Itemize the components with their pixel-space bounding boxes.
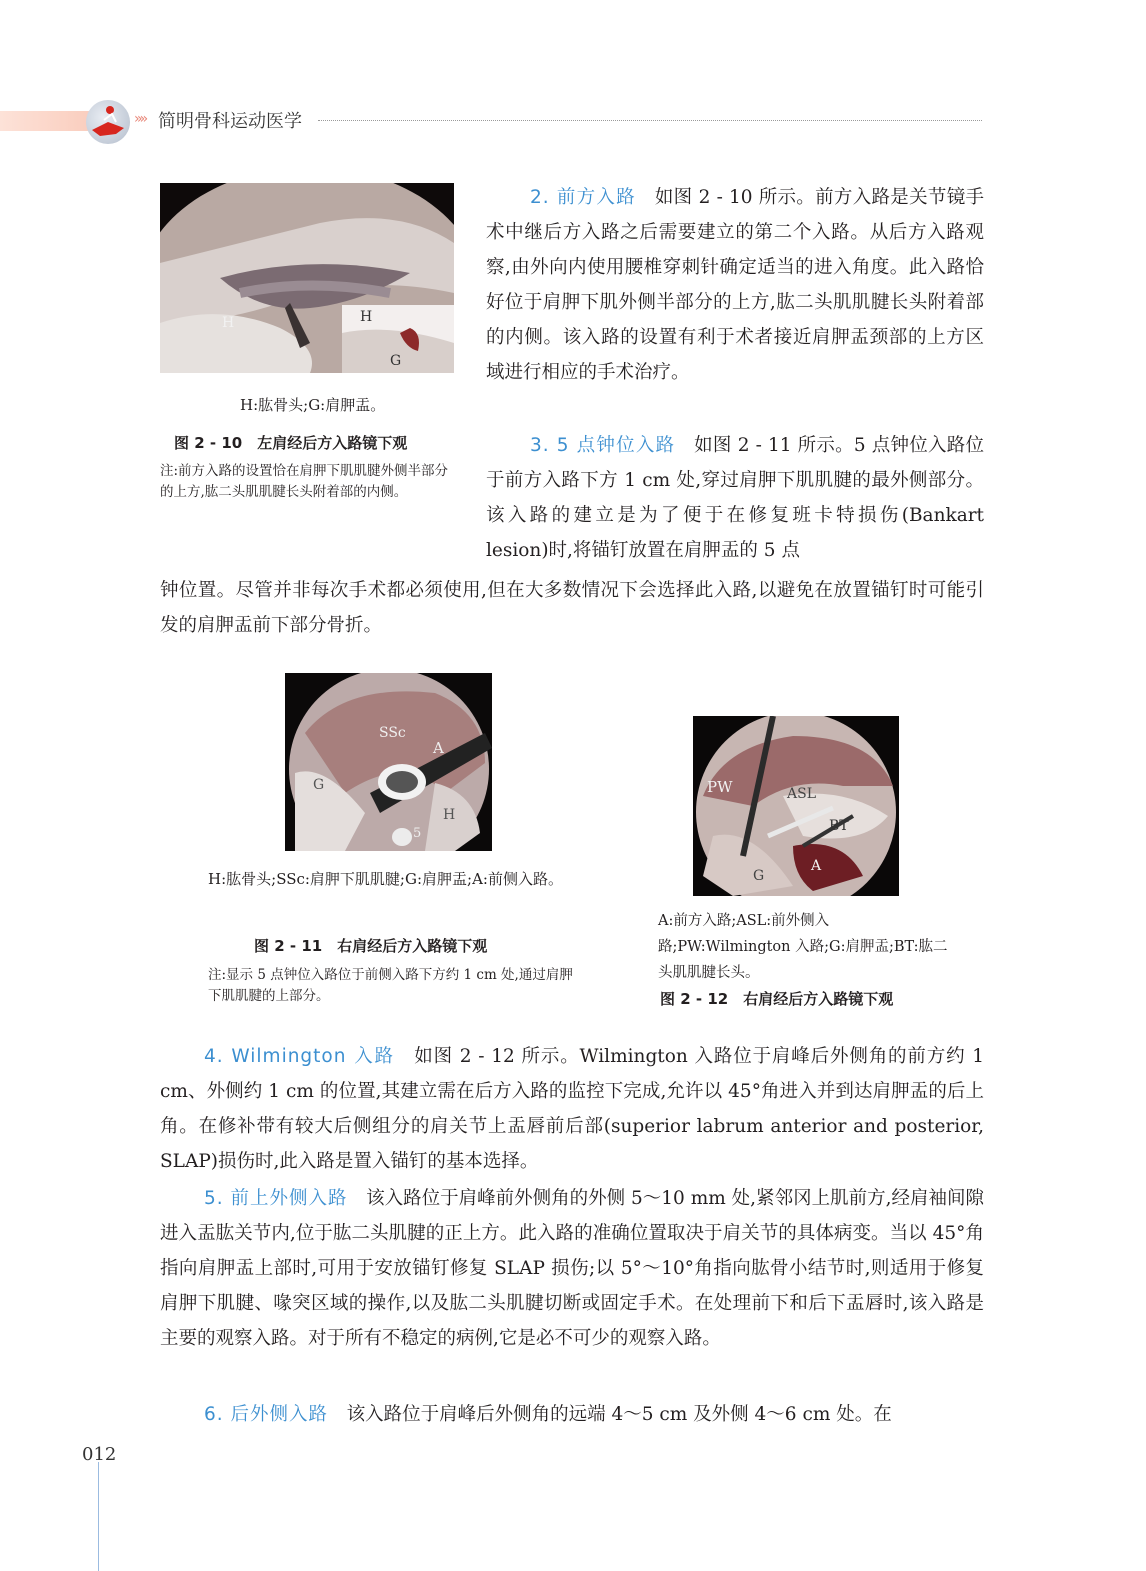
label-g: G [313,777,325,793]
section-4-heading: 4. Wilmington 入路 [204,1046,395,1067]
section-2-text: 如图 2 - 10 所示。前方入路是关节镜手术中继后方入路之后需要建立的第二个入路。从后方入路观察,由外向内使用腰椎穿刺针确定适当的进入角度。此入路恰好位于肩胛下肌外侧半部分的上方,肱二头肌肌腱长头附着部的内侧。该入路的设置有利于术者接近肩胛盂颈部的上方区域进行相应的手术治疗。 [486,187,984,383]
figure-2-11-note: 注:显示 5 点钟位入路位于前侧入路下方约 1 cm 处,通过肩胛下肌肌腱的上部分。 [208,967,573,1004]
figure-2-12-title: 图 2 - 12 右肩经后方入路镜下观 [660,990,894,1008]
label-g-2-12: G [753,868,765,884]
section-5-paragraph [160,1181,984,1356]
label-g-inset: G [390,353,402,369]
label-a: A [433,739,444,757]
section-2-heading: 2. 前方入路 [530,187,637,208]
section-6-text: 该入路位于肩峰后外侧角的远端 4～5 cm 及外侧 4～6 cm 处。在 [346,1404,892,1425]
label-five: 5 [413,826,422,841]
page-number: 012 [82,1444,117,1465]
label-h-inset: H [360,309,373,325]
figure-2-11-legend: H:肱骨头;SSc:肩胛下肌肌腱;G:肩胛盂;A:前侧入路。 [208,870,563,888]
label-asl: ASL [787,786,816,802]
label-pw: PW [707,778,733,796]
label-bt: BT [829,818,849,834]
running-header-title: 简明骨科运动医学 [158,111,302,132]
section-3-text-a: 如图 2 - 11 所示。5 点钟位入路位于前方入路下方 1 cm 处,穿过肩胛下肌肌腱的最外侧部分。该入路的建立是为了便于在修复班卡特损伤(Bankart lesion)时,将锚钉放置在肩胛盂的 5 点 [486,435,984,561]
section-3-heading: 3. 5 点钟位入路 [530,435,676,456]
section-2-paragraph [486,180,984,390]
figure-2-11-image [285,673,492,851]
margin-rule [98,1462,99,1571]
label-h: H [443,807,456,823]
figure-2-12-legend: A:前方入路;ASL:前外侧入路;PW:Wilmington 入路;G:肩胛盂;BT:肱二头肌肌腱长头。 [658,913,948,981]
section-6-paragraph [160,1397,984,1432]
figure-2-10-title: 图 2 - 10 左肩经后方入路镜下观 [174,434,408,452]
section-6-heading: 6. 后外侧入路 [204,1404,329,1425]
figure-2-11-title: 图 2 - 11 右肩经后方入路镜下观 [254,937,488,955]
section-4-text: 如图 2 - 12 所示。Wilmington 入路位于肩峰后外侧角的前方约 1 cm、外侧约 1 cm 的位置,其建立需在后方入路的监控下完成,允许以 45°角进入并到达肩胛盂的后上角。在修补带有较大后侧组分的肩关节上盂唇前后部(superior labrum anterior and posterior, SLAP)损伤时,此入路是置入锚钉的基本选择。 [160,1046,984,1172]
figure-2-12-image [693,716,899,896]
section-5-heading: 5. 前上外侧入路 [204,1188,348,1209]
section-3-paragraph-b: 钟位置。尽管并非每次手术都必须使用,但在大多数情况下会选择此入路,以避免在放置锚钉时可能引发的肩胛盂前下部分骨折。 [160,580,984,636]
section-3-paragraph-a [486,428,984,568]
label-ssc: SSc [379,725,406,741]
sports-logo-icon [86,100,130,144]
figure-2-10-note: 注:前方入路的设置恰在肩胛下肌肌腱外侧半部分的上方,肱二头肌肌腱长头附着部的内侧。 [160,463,449,500]
section-5-text: 该入路位于肩峰前外侧角的外侧 5～10 mm 处,紧邻冈上肌前方,经肩袖间隙进入盂肱关节内,位于肱二头肌腱的正上方。此入路的准确位置取决于肩关节的具体病变。当以 45°角指向肩胛盂上部时,可用于安放锚钉修复 SLAP 损伤;以 5°～10°角指向肱骨小结节时,则适用于修复肩胛下肌腱、喙突区域的操作,以及肱二头肌腱切断或固定手术。在处理前下和后下盂唇时,该入路是主要的观察入路。对于所有不稳定的病例,它是必不可少的观察入路。 [160,1188,984,1349]
figure-2-10-legend: H:肱骨头;G:肩胛盂。 [240,396,386,414]
label-a-2-12: A [811,858,822,874]
header-rule [318,120,982,121]
header-arrows-icon: »» [134,111,146,127]
section-4-paragraph [160,1039,984,1179]
figure-2-10-image [160,183,454,373]
label-h-main: H [222,315,235,331]
